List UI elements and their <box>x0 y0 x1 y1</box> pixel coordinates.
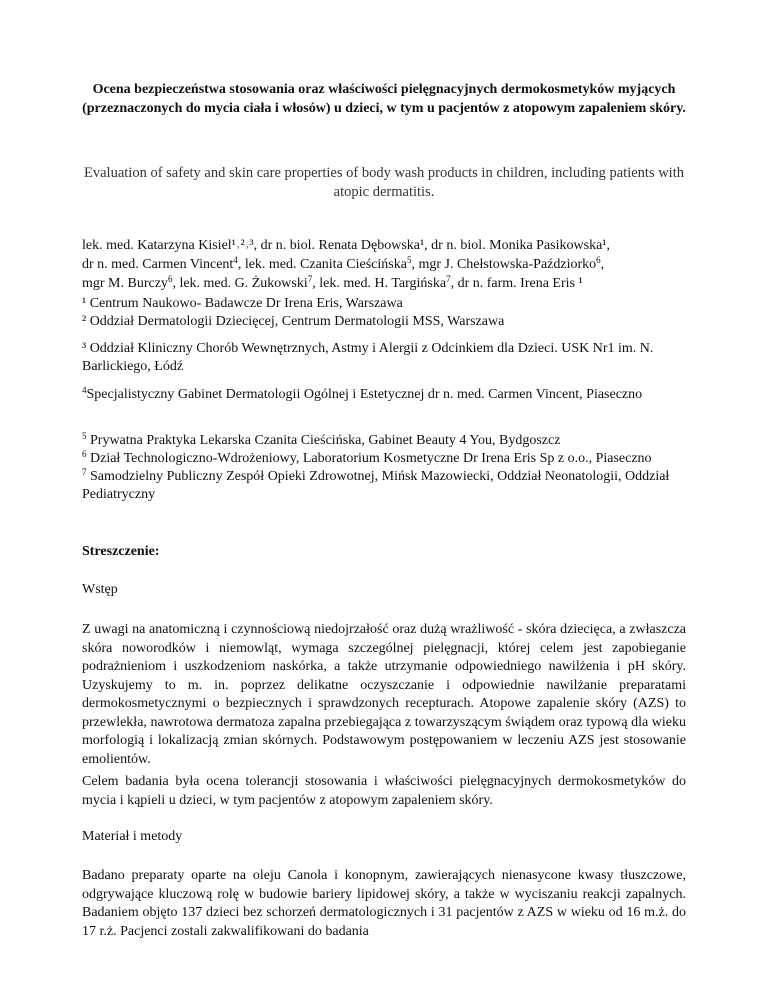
affiliation-sup: 6 <box>82 449 87 459</box>
author-text: , lek. med. G. Żukowski <box>172 276 308 291</box>
author-text: mgr M. Burczy <box>82 276 168 291</box>
affiliation-1: ¹ Centrum Naukowo- Badawcze Dr Irena Eris, Warszawa <box>82 296 403 311</box>
author-line-2 <box>82 255 686 274</box>
affiliation-6 <box>82 450 686 468</box>
author-text: , dr n. farm. Irena Eris ¹ <box>450 276 583 291</box>
affiliation-sup: 7 <box>82 467 87 477</box>
author-text: , mgr J. Chełstowska-Paździorko <box>411 257 597 272</box>
affiliation-sup: 4 <box>82 385 87 395</box>
affiliation-sup: 5 <box>406 255 412 265</box>
affiliation-5 <box>82 432 686 450</box>
affiliation-text: Dział Technologiczno-Wdrożeniowy, Laboratorium Kosmetyczne Dr Irena Eris Sp z o.o., Piaseczno <box>86 451 652 466</box>
intro-paragraph-2: Celem badania była ocena tolerancji stosowania i właściwości pielęgnacyjnych dermokosmetyków do mycia i kąpieli u dzieci, w tym pacjentów z atopowym zapaleniem skóry. <box>82 774 686 808</box>
affiliation-7 <box>82 468 686 504</box>
affiliation-4 <box>82 386 686 404</box>
paper-title: Ocena bezpieczeństwa stosowania oraz właściwości pielęgnacyjnych dermokosmetyków myjących (przeznaczonych do mycia ciała i włosów) u dzieci, w tym u pacjentów z atopowym zapaleniem skóry. <box>82 82 686 116</box>
author-text: , lek. med. H. Targińska <box>312 276 447 291</box>
author-line-3 <box>82 274 686 293</box>
affiliation-sup: 7 <box>307 274 313 284</box>
author-line-1: lek. med. Katarzyna Kisiel¹˒²˒³, dr n. biol. Renata Dębowska¹, dr n. biol. Monika Pasikowska¹, <box>82 238 610 253</box>
affiliation-sup: 6 <box>167 274 173 284</box>
affiliation-2: ² Oddział Dermatologii Dziecięcej, Centrum Dermatologii MSS, Warszawa <box>82 314 505 329</box>
author-list <box>82 236 686 293</box>
affiliation-3: ³ Oddział Kliniczny Chorób Wewnętrznych, Astmy i Alergii z Odcinkiem dla Dzieci. USK Nr1 im. N. Barlickiego, Łódź <box>82 341 654 374</box>
affiliation-text: Specjalistyczny Gabinet Dermatologii Ogólnej i Estetycznej dr n. med. Carmen Vincent, Piaseczno <box>86 387 643 402</box>
affiliation-sup: 5 <box>82 431 87 441</box>
methods-paragraph-1: Badano preparaty oparte na oleju Canola i konopnym, zawierających nienasycone kwasy tłuszczowe, odgrywające kluczową rolę w budowie bariery lipidowej skóry, a także w wyciszaniu reakcji zapalnych. Badaniem objęto 137 dzieci bez schorzeń dermatologicznych i 31 pacjentów z AZS w wieku od 16 m.ż. do 17 r.ż. Pacjenci zostali zakwalifikowani do badania <box>82 868 686 939</box>
abstract-heading: Streszczenie: <box>82 544 160 559</box>
paper-subtitle-english: Evaluation of safety and skin care properties of body wash products in children, including patients with atopic dermatitis. <box>84 165 684 200</box>
affiliation-5-7 <box>82 432 686 504</box>
affiliation-sup: 7 <box>446 274 451 284</box>
author-text: , lek. med. Czanita Cieścińska <box>237 257 407 272</box>
author-text: , <box>600 257 605 272</box>
methods-heading: Materiał i metody <box>82 829 183 844</box>
intro-paragraph-1: Z uwagi na anatomiczną i czynnościową niedojrzałość oraz dużą wrażliwość - skóra dziecięca, a zwłaszcza skóra noworodków i niemowląt, wymaga szczególnej pielęgnacji, której celem jest zapobieganie podrażnieniom i uszkodzeniom naskórka, a także utrzymanie odpowiedniego nawilżenia i pH skóry. Uzyskujemy to m. in. poprzez delikatne oczyszczanie i odpowiednie nawilżanie preparatami dermokosmetycznymi o bezpiecznych i sprawdzonych recepturach. Atopowe zapalenie skóry (AZS) to przewlekła, nawrotowa dermatoza zapalna przebiegająca z towarzyszącym świądem oraz typową dla wieku morfologią i lokalizacją zmian skórnych. Podstawowym postępowaniem w leczeniu AZS jest stosowanie emolientów. <box>82 622 686 767</box>
affiliation-1-2 <box>82 295 686 331</box>
affiliation-text: Samodzielny Publiczny Zespół Opieki Zdrowotnej, Mińsk Mazowiecki, Oddział Neonatologii, Oddział Pediatryczny <box>82 469 670 502</box>
affiliation-sup: 6 <box>596 255 601 265</box>
affiliation-sup: 4 <box>233 255 238 265</box>
intro-heading: Wstęp <box>82 582 118 597</box>
author-text: dr n. med. Carmen Vincent <box>82 257 234 272</box>
affiliation-text: Prywatna Praktyka Lekarska Czanita Cieścińska, Gabinet Beauty 4 You, Bydgoszcz <box>86 433 561 448</box>
